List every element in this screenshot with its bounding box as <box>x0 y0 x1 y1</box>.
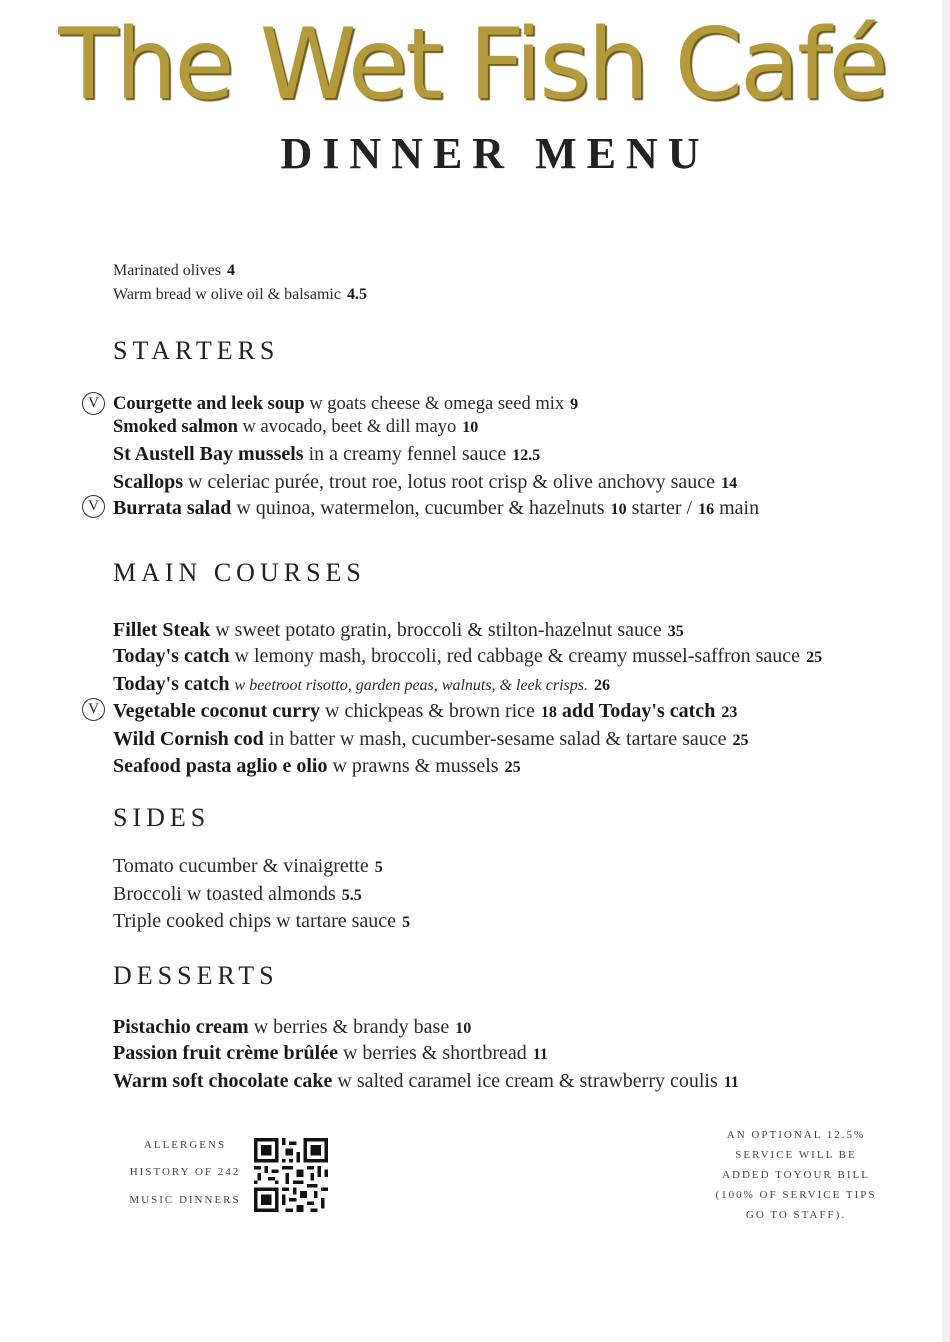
item-desc: w berries & shortbread <box>342 1042 527 1064</box>
menu-item-catch-mash <box>113 645 822 668</box>
item-desc: w salted caramel ice cream & strawberry coulis <box>337 1070 718 1092</box>
item-name: Smoked salmon <box>113 417 238 437</box>
item-price: 14 <box>721 475 738 492</box>
vegetarian-icon: V <box>82 392 105 415</box>
item-name: Today's catch <box>113 645 230 667</box>
item-price: 9 <box>570 396 579 413</box>
music-dinners-link[interactable]: MUSIC DINNERS <box>129 1194 241 1206</box>
menu-item-bread <box>113 286 367 304</box>
price-suffix: starter / <box>631 497 693 519</box>
section-heading-mains: MAIN COURSES <box>113 558 366 587</box>
menu-item-mussels <box>113 443 540 466</box>
menu-item-pasta <box>113 755 521 778</box>
item-desc: in a creamy fennel sauce <box>308 443 507 465</box>
item-price: 4 <box>226 262 235 279</box>
menu-item-chips <box>113 910 410 933</box>
service-note-line: SERVICE WILL BE <box>735 1149 857 1161</box>
cafe-logo: The Wet Fish Café <box>58 8 886 122</box>
menu-item-burrata <box>113 497 759 520</box>
menu-item-broccoli <box>113 883 362 906</box>
history-link[interactable]: HISTORY OF 242 <box>129 1166 241 1178</box>
item-price: 25 <box>504 759 521 776</box>
menu-item-salmon <box>113 417 478 438</box>
service-note <box>706 1125 886 1225</box>
item-price: 35 <box>667 623 684 640</box>
item-price: 18 <box>540 704 557 721</box>
item-desc: w chickpeas & brown rice <box>325 700 535 722</box>
item-name: Triple cooked chips w tartare sauce <box>113 910 397 932</box>
item-name: Courgette and leek soup <box>113 394 305 414</box>
item-price: 26 <box>593 677 610 694</box>
service-note-line: ADDED TOYOUR BILL <box>722 1169 870 1181</box>
item-price: 25 <box>806 649 823 666</box>
menu-item-soup <box>113 394 578 415</box>
item-name: Today's catch <box>113 673 230 695</box>
menu-item-brulee <box>113 1042 548 1065</box>
item-name: Tomato cucumber & vinaigrette <box>113 855 369 877</box>
price-suffix-main: main <box>719 497 760 519</box>
item-name: Seafood pasta aglio e olio <box>113 755 328 777</box>
item-desc: w beetroot risotto, garden peas, walnuts, & leek crisps. <box>234 677 588 694</box>
vegetarian-icon: V <box>82 698 105 721</box>
item-desc: w quinoa, watermelon, cucumber & hazelnuts <box>236 497 605 519</box>
item-name: Warm soft chocolate cake <box>113 1070 333 1092</box>
item-name: Scallops <box>113 471 184 493</box>
page-edge <box>942 0 950 1342</box>
item-price: 11 <box>723 1074 739 1091</box>
menu-item-chocolate <box>113 1070 739 1093</box>
item-name: Pistachio cream <box>113 1016 249 1038</box>
item-name: Burrata salad <box>113 497 232 519</box>
item-name: St Austell Bay mussels <box>113 443 304 465</box>
vegetarian-icon: V <box>82 495 105 518</box>
item-price: 10 <box>610 501 627 518</box>
item-desc: w celeriac purée, trout roe, lotus root crisp & olive anchovy sauce <box>188 471 716 493</box>
item-price: 4.5 <box>346 286 367 303</box>
item-desc: w berries & brandy base <box>253 1016 450 1038</box>
item-price: 11 <box>532 1046 548 1063</box>
item-desc: w sweet potato gratin, broccoli & stilton-hazelnut sauce <box>215 619 662 641</box>
service-note-line: GO TO STAFF). <box>745 1209 847 1221</box>
item-desc: w prawns & mussels <box>332 755 499 777</box>
section-heading-starters: STARTERS <box>113 336 280 365</box>
item-name: Warm bread w olive oil & balsamic <box>113 286 341 303</box>
menu-item-catch-risotto <box>113 673 610 696</box>
item-name: Broccoli w toasted almonds <box>113 883 336 905</box>
item-price: 12.5 <box>512 447 541 464</box>
menu-item-steak <box>113 619 684 642</box>
item-name: Wild Cornish cod <box>113 728 264 750</box>
item-price: 5.5 <box>341 887 362 904</box>
item-name: Marinated olives <box>113 262 221 279</box>
item-price: 10 <box>455 1020 472 1037</box>
service-note-line: AN OPTIONAL 12.5% <box>726 1129 866 1141</box>
item-desc: w goats cheese & omega seed mix <box>309 394 565 414</box>
item-desc: w lemony mash, broccoli, red cabbage & creamy mussel-saffron sauce <box>234 645 801 667</box>
menu-item-cod <box>113 728 749 751</box>
qr-code-icon[interactable] <box>254 1138 328 1212</box>
item-name: Passion fruit crème brûlée <box>113 1042 338 1064</box>
item-price: 25 <box>732 732 749 749</box>
item-price-extra: 23 <box>721 704 738 721</box>
menu-item-tomato <box>113 855 383 878</box>
section-heading-sides: SIDES <box>113 803 211 832</box>
item-price: 5 <box>374 859 383 876</box>
menu-item-pistachio <box>113 1016 471 1039</box>
menu-item-scallops <box>113 471 737 494</box>
menu-item-olives <box>113 262 235 280</box>
menu-title: DINNER MENU <box>280 129 710 178</box>
service-note-line: (100% OF SERVICE TIPS <box>715 1189 877 1201</box>
item-price-main: 16 <box>698 501 715 518</box>
item-desc: w avocado, beet & dill mayo <box>242 417 457 437</box>
item-name: Fillet Steak <box>113 619 211 641</box>
allergens-link[interactable]: ALLERGENS <box>143 1139 227 1151</box>
menu-item-curry <box>113 700 737 723</box>
item-name: Vegetable coconut curry <box>113 700 320 722</box>
section-heading-desserts: DESSERTS <box>113 961 279 990</box>
item-price: 5 <box>402 914 411 931</box>
item-desc: in batter w mash, cucumber-sesame salad & tartare sauce <box>268 728 727 750</box>
item-price: 10 <box>462 419 479 436</box>
item-extra: add Today's catch <box>561 700 716 722</box>
